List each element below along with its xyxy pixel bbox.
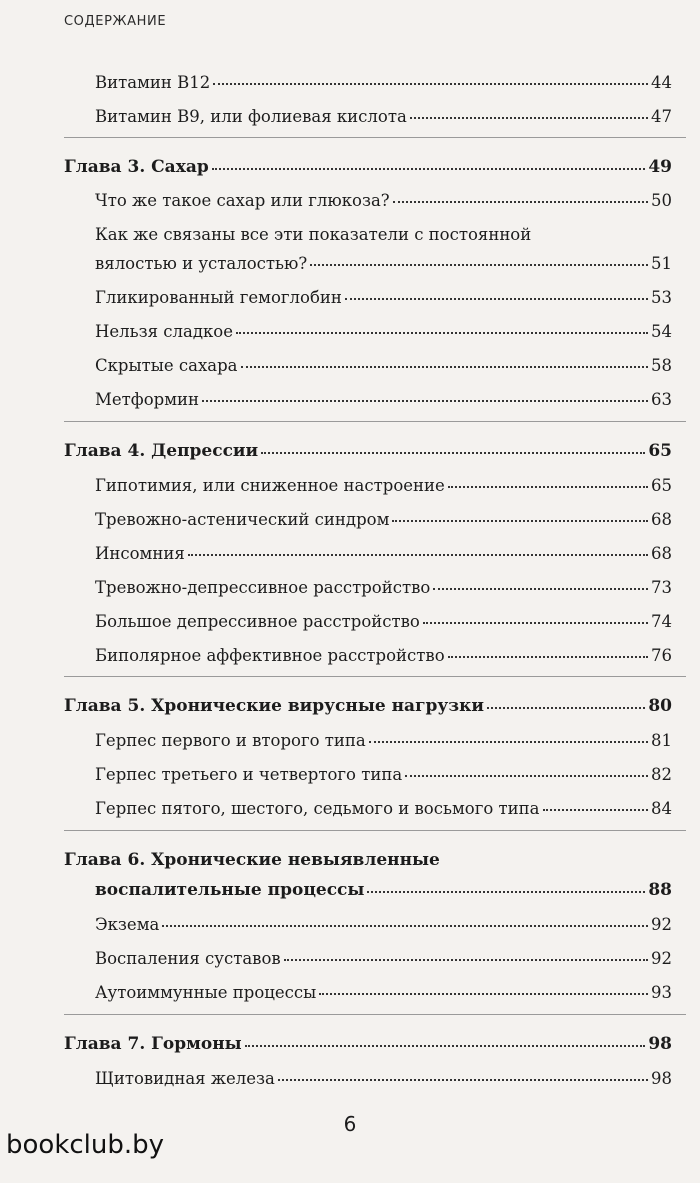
section-divider	[64, 676, 686, 677]
leader-dots	[543, 809, 649, 811]
leader-dots	[448, 656, 648, 658]
toc-chapter-title: воспалительные процессы	[95, 880, 365, 900]
toc-entry[interactable]	[95, 565, 672, 597]
leader-dots	[410, 117, 648, 119]
toc-entry-title: Воспаления суставов	[95, 949, 281, 968]
toc-chapter-page: 98	[648, 1034, 672, 1054]
toc-entry-page: 51	[651, 254, 672, 273]
toc-entry-page: 47	[651, 107, 672, 126]
toc-chapter-page: 88	[648, 880, 672, 900]
toc-entry-page: 93	[651, 983, 672, 1002]
toc-entry[interactable]	[95, 752, 672, 784]
toc-entry-title: Герпес первого и второго типа	[95, 731, 366, 750]
toc-chapter-title: Глава 3. Сахар	[64, 157, 209, 177]
toc-entry-title: Инсомния	[95, 544, 185, 563]
toc-entry-page: 82	[651, 765, 672, 784]
section-divider	[64, 421, 686, 422]
toc-entry-title: Метформин	[95, 390, 200, 409]
toc-entry-title: Аутоиммунные процессы	[95, 983, 317, 1002]
leader-dots	[278, 1079, 648, 1081]
section-divider	[64, 1014, 686, 1015]
toc-entry[interactable]	[95, 531, 672, 563]
leader-dots	[405, 775, 648, 777]
toc-entry-page: 98	[651, 1069, 672, 1088]
toc-chapter-title-line1: Глава 6. Хронические невыявленные	[64, 850, 440, 870]
toc-entry-title: Тревожно-астенический синдром	[95, 510, 390, 529]
leader-dots	[213, 83, 648, 85]
toc-entry-title: Биполярное аффективное расстройство	[95, 646, 445, 665]
toc-entry-page: 73	[651, 578, 672, 597]
toc-entry[interactable]	[95, 60, 672, 92]
leader-dots	[367, 891, 645, 893]
leader-dots	[345, 298, 648, 300]
toc-chapter-page: 49	[648, 157, 672, 177]
leader-dots	[369, 741, 648, 743]
toc-entry-title: Экзема	[95, 915, 160, 934]
toc-chapter[interactable]	[64, 145, 672, 177]
toc-entry[interactable]	[95, 343, 672, 375]
toc-entry-title: Герпес пятого, шестого, седьмого и восьмого типа	[95, 799, 540, 818]
leader-dots	[261, 452, 645, 454]
toc-entry-page: 68	[651, 544, 672, 563]
toc-entry-page: 53	[651, 288, 672, 307]
leader-dots	[212, 168, 646, 170]
leader-dots	[284, 959, 648, 961]
toc-entry[interactable]	[95, 463, 672, 495]
toc-entry-page: 92	[651, 949, 672, 968]
toc-entry-page: 63	[651, 390, 672, 409]
toc-entry-page: 65	[651, 476, 672, 495]
toc-entry-title: Витамин В12	[95, 73, 211, 92]
toc-entry[interactable]	[95, 633, 672, 665]
leader-dots	[236, 332, 648, 334]
leader-dots	[448, 486, 648, 488]
toc-chapter[interactable]	[64, 1022, 672, 1054]
section-divider	[64, 830, 686, 831]
toc-entry-title: Нельзя сладкое	[95, 322, 234, 341]
leader-dots	[393, 201, 648, 203]
toc-chapter-title: Глава 5. Хронические вирусные нагрузки	[64, 696, 484, 716]
toc-entry-page: 81	[651, 731, 672, 750]
toc-entry-title: Гликированный гемоглобин	[95, 288, 342, 307]
toc-entry-title-line1: Как же связаны все эти показатели с постоянной	[95, 225, 532, 244]
toc-entry-title: Тревожно-депрессивное расстройство	[95, 578, 431, 597]
leader-dots	[392, 520, 648, 522]
leader-dots	[433, 588, 648, 590]
leader-dots	[241, 366, 648, 368]
toc-entry-page: 84	[651, 799, 672, 818]
toc-entry[interactable]	[95, 94, 672, 126]
toc-entry[interactable]	[95, 241, 672, 273]
toc-entry-page: 76	[651, 646, 672, 665]
toc-entry[interactable]	[95, 936, 672, 968]
running-header: СОДЕРЖАНИЕ	[64, 14, 167, 29]
toc-entry-page: 44	[651, 73, 672, 92]
site-watermark: bookclub.by	[6, 1130, 165, 1160]
toc-entry[interactable]	[95, 1056, 672, 1088]
toc-entry[interactable]	[95, 718, 672, 750]
leader-dots	[188, 554, 648, 556]
toc-entry[interactable]	[95, 275, 672, 307]
toc-entry[interactable]	[95, 377, 672, 409]
toc-entry-page: 92	[651, 915, 672, 934]
toc-entry-title: Витамин В9, или фолиевая кислота	[95, 107, 407, 126]
page-number: 6	[343, 1112, 357, 1136]
leader-dots	[245, 1045, 646, 1047]
toc-entry[interactable]	[95, 178, 672, 210]
toc-entry[interactable]	[95, 786, 672, 818]
toc-entry-title: Что же такое сахар или глюкоза?	[95, 191, 390, 210]
toc-entry-title: Гипотимия, или сниженное настроение	[95, 476, 445, 495]
toc-entry-title: вялостью и усталостью?	[95, 254, 308, 273]
toc-entry-page: 68	[651, 510, 672, 529]
toc-entry-page: 74	[651, 612, 672, 631]
toc-entry-page: 50	[651, 191, 672, 210]
leader-dots	[423, 622, 648, 624]
toc-entry-title: Щитовидная железа	[95, 1069, 275, 1088]
toc-chapter[interactable]	[64, 684, 672, 716]
toc-entry[interactable]	[95, 497, 672, 529]
toc-entry-title: Большое депрессивное расстройство	[95, 612, 420, 631]
toc-entry[interactable]	[95, 970, 672, 1002]
toc-chapter[interactable]	[95, 868, 672, 900]
toc-chapter-page: 65	[648, 441, 672, 461]
toc-entry[interactable]	[95, 309, 672, 341]
toc-chapter[interactable]	[64, 429, 672, 461]
toc-entry[interactable]	[95, 599, 672, 631]
leader-dots	[319, 993, 648, 995]
leader-dots	[487, 707, 645, 709]
toc-chapter-title: Глава 7. Гормоны	[64, 1034, 242, 1054]
leader-dots	[202, 400, 648, 402]
toc-entry-title: Скрытые сахара	[95, 356, 238, 375]
toc-entry-page: 54	[651, 322, 672, 341]
toc-chapter-page: 80	[648, 696, 672, 716]
leader-dots	[310, 264, 648, 266]
toc-entry[interactable]	[95, 902, 672, 934]
section-divider	[64, 137, 686, 138]
toc-chapter-title: Глава 4. Депрессии	[64, 441, 259, 461]
toc-entry-title: Герпес третьего и четвертого типа	[95, 765, 403, 784]
toc-entry-page: 58	[651, 356, 672, 375]
leader-dots	[162, 925, 648, 927]
